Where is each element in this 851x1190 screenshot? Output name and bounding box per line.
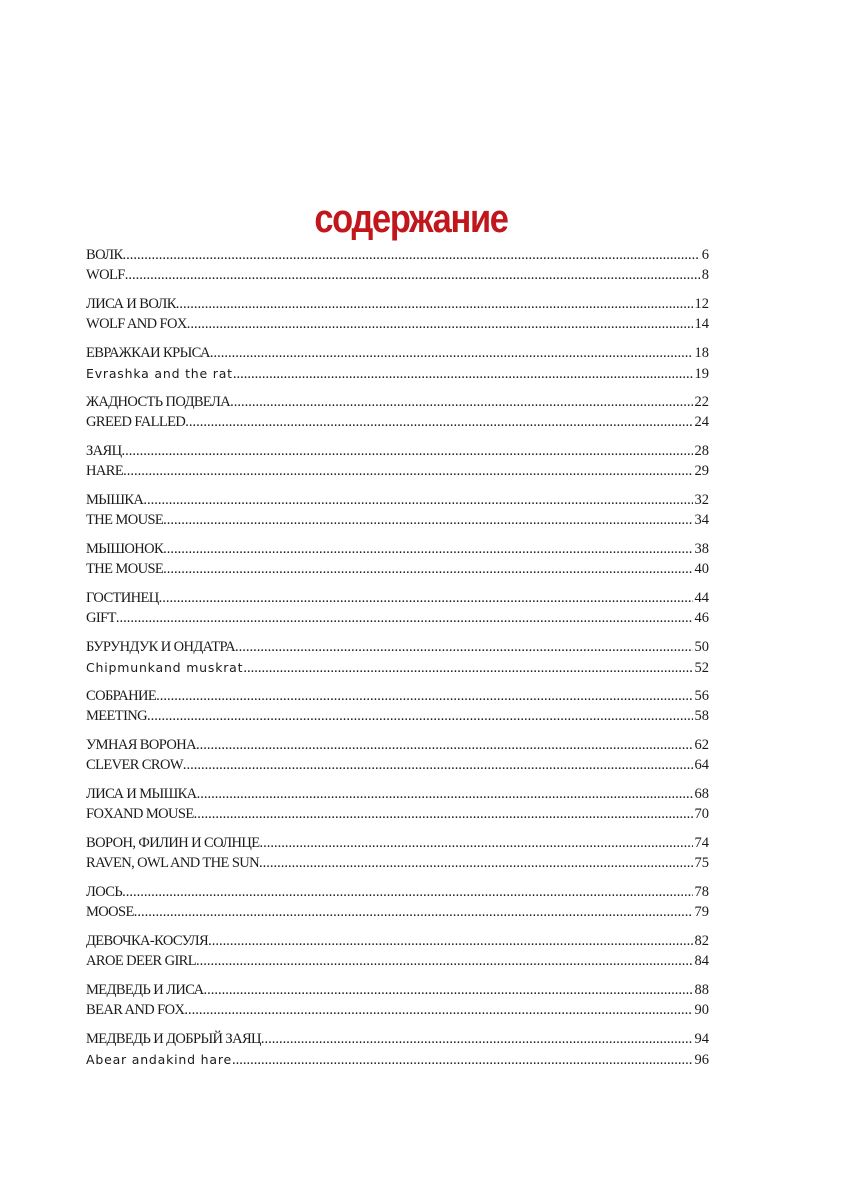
entry-title: GIFT bbox=[86, 609, 116, 626]
entry-title: MEETING bbox=[86, 707, 148, 724]
page-number: 8 bbox=[701, 266, 709, 283]
entry-title: WOLF AND FOX bbox=[86, 315, 187, 332]
dot-leader bbox=[134, 903, 693, 923]
toc-group bbox=[86, 1030, 709, 1069]
toc-group bbox=[86, 687, 709, 726]
page-title: содержание bbox=[314, 196, 508, 241]
toc-group bbox=[86, 638, 709, 677]
entry-title: Evrashka and the rat bbox=[86, 365, 233, 381]
dot-leader bbox=[243, 659, 692, 679]
entry-title: ВОЛК bbox=[86, 247, 123, 263]
toc-entry-english[interactable] bbox=[86, 266, 709, 286]
page-number: 82 bbox=[694, 933, 709, 949]
page-number: 19 bbox=[694, 365, 709, 382]
dot-leader bbox=[259, 834, 692, 854]
toc-entry-english[interactable] bbox=[86, 462, 709, 482]
entry-title: WOLF bbox=[86, 266, 125, 283]
page-number: 68 bbox=[694, 786, 709, 802]
dot-leader bbox=[183, 756, 693, 776]
page-number: 56 bbox=[694, 688, 709, 704]
page-number: 32 bbox=[694, 492, 709, 508]
dot-leader bbox=[163, 540, 692, 560]
page-number: 75 bbox=[694, 854, 709, 871]
dot-leader bbox=[203, 981, 692, 1001]
toc-entry-russian[interactable] bbox=[86, 442, 709, 462]
dot-leader bbox=[176, 295, 693, 315]
toc-entry-english[interactable] bbox=[86, 1001, 709, 1021]
dot-leader bbox=[194, 805, 693, 825]
toc-entry-russian[interactable] bbox=[86, 344, 709, 364]
entry-title: МЕДВЕДЬ И ДОБРЫЙ ЗАЯЦ bbox=[86, 1031, 261, 1047]
entry-title: GREED FALLED bbox=[86, 413, 186, 430]
toc-entry-english[interactable] bbox=[86, 511, 709, 531]
dot-leader bbox=[184, 1001, 692, 1021]
entry-title: THE MOUSE bbox=[86, 511, 164, 528]
entry-title: FOXAND MOUSE bbox=[86, 805, 194, 822]
toc-entry-english[interactable] bbox=[86, 364, 709, 384]
dot-leader bbox=[259, 854, 692, 874]
toc-entry-russian[interactable] bbox=[86, 540, 709, 560]
table-of-contents bbox=[86, 246, 709, 1079]
entry-title: MOOSE bbox=[86, 903, 134, 920]
toc-entry-russian[interactable] bbox=[86, 981, 709, 1001]
dot-leader bbox=[197, 785, 693, 805]
entry-title: ЗАЯЦ bbox=[86, 443, 122, 459]
dot-leader bbox=[233, 365, 693, 385]
page-number: 38 bbox=[694, 541, 709, 557]
toc-entry-russian[interactable] bbox=[86, 393, 709, 413]
toc-entry-english[interactable] bbox=[86, 1050, 709, 1070]
dot-leader bbox=[208, 932, 692, 952]
toc-entry-russian[interactable] bbox=[86, 883, 709, 903]
entry-title: ЛИСА И МЫШКА bbox=[86, 786, 197, 802]
entry-title: CLEVER CROW bbox=[86, 756, 183, 773]
toc-entry-english[interactable] bbox=[86, 707, 709, 727]
toc-group bbox=[86, 246, 709, 285]
entry-title: RAVEN, OWL AND THE SUN bbox=[86, 854, 260, 871]
page-number: 24 bbox=[694, 413, 709, 430]
toc-entry-russian[interactable] bbox=[86, 785, 709, 805]
entry-title: ЛИСА И ВОЛК bbox=[86, 296, 176, 312]
entry-title: HARE bbox=[86, 462, 124, 479]
entry-title: БУРУНДУК И ОНДАТРА bbox=[86, 639, 236, 655]
dot-leader bbox=[147, 707, 692, 727]
page-number: 88 bbox=[694, 982, 709, 998]
entry-title: ЕВРАЖКАИ КРЫСА bbox=[86, 345, 210, 361]
entry-title: УМНАЯ ВОРОНА bbox=[86, 737, 196, 753]
dot-leader bbox=[125, 266, 700, 286]
page-number: 50 bbox=[694, 639, 709, 655]
toc-group bbox=[86, 785, 709, 824]
entry-title: Abear andakind hare bbox=[86, 1051, 233, 1067]
entry-title: МЫШОНОК bbox=[86, 541, 164, 557]
dot-leader bbox=[163, 511, 692, 531]
toc-group bbox=[86, 736, 709, 775]
toc-entry-russian[interactable] bbox=[86, 246, 709, 266]
page-number: 96 bbox=[694, 1051, 709, 1068]
page-number: 70 bbox=[694, 805, 709, 822]
dot-leader bbox=[122, 883, 692, 903]
entry-title: МЕДВЕДЬ И ЛИСА bbox=[86, 982, 204, 998]
dot-leader bbox=[187, 315, 693, 335]
entry-title: МЫШКА bbox=[86, 492, 144, 508]
dot-leader bbox=[196, 952, 692, 972]
toc-entry-english[interactable] bbox=[86, 854, 709, 874]
dot-leader bbox=[159, 589, 693, 609]
toc-entry-russian[interactable] bbox=[86, 295, 709, 315]
entry-title: ГОСТИНЕЦ bbox=[86, 590, 159, 606]
page-number: 52 bbox=[694, 659, 709, 676]
page-number: 12 bbox=[694, 296, 709, 312]
dot-leader bbox=[116, 609, 693, 629]
page-number: 74 bbox=[694, 835, 709, 851]
toc-entry-english[interactable] bbox=[86, 952, 709, 972]
toc-entry-english[interactable] bbox=[86, 903, 709, 923]
dot-leader bbox=[232, 1051, 692, 1071]
page-number: 18 bbox=[694, 345, 709, 361]
page-number: 84 bbox=[694, 952, 709, 969]
dot-leader bbox=[230, 393, 692, 413]
page-number: 14 bbox=[694, 315, 709, 332]
entry-title: ЛОСЬ bbox=[86, 884, 123, 900]
entry-title: BEAR AND FOX bbox=[86, 1001, 185, 1018]
page-number: 78 bbox=[694, 884, 709, 900]
toc-group bbox=[86, 442, 709, 481]
dot-leader bbox=[261, 1030, 693, 1050]
page-number: 29 bbox=[694, 462, 709, 479]
toc-group bbox=[86, 981, 709, 1020]
toc-entry-russian[interactable] bbox=[86, 834, 709, 854]
page-number: 79 bbox=[694, 903, 709, 920]
toc-entry-russian[interactable] bbox=[86, 932, 709, 952]
page-number: 62 bbox=[694, 737, 709, 753]
toc-entry-english[interactable] bbox=[86, 658, 709, 678]
page-number: 6 bbox=[701, 247, 709, 263]
entry-title: THE MOUSE bbox=[86, 560, 164, 577]
toc-entry-russian[interactable] bbox=[86, 736, 709, 756]
toc-group bbox=[86, 491, 709, 530]
toc-group bbox=[86, 589, 709, 628]
dot-leader bbox=[123, 462, 692, 482]
toc-group bbox=[86, 834, 709, 873]
page-number: 28 bbox=[694, 443, 709, 459]
toc-entry-russian[interactable] bbox=[86, 687, 709, 707]
toc-entry-russian[interactable] bbox=[86, 491, 709, 511]
page-number: 40 bbox=[694, 560, 709, 577]
entry-title: Chipmunkand muskrat bbox=[86, 659, 244, 675]
entry-title: ВОРОН, ФИЛИН И СОЛНЦЕ bbox=[86, 835, 260, 851]
entry-title: AROE DEER GIRL bbox=[86, 952, 197, 969]
dot-leader bbox=[121, 442, 692, 462]
toc-entry-russian[interactable] bbox=[86, 1030, 709, 1050]
entry-title: ЖАДНОСТЬ ПОДВЕЛА bbox=[86, 394, 231, 410]
toc-entry-russian[interactable] bbox=[86, 638, 709, 658]
page-number: 58 bbox=[694, 707, 709, 724]
page-number: 94 bbox=[694, 1031, 709, 1047]
dot-leader bbox=[156, 687, 692, 707]
toc-group bbox=[86, 932, 709, 971]
toc-entry-russian[interactable] bbox=[86, 589, 709, 609]
dot-leader bbox=[235, 638, 692, 658]
page-number: 34 bbox=[694, 511, 709, 528]
dot-leader bbox=[210, 344, 693, 364]
entry-title: ДЕВОЧКА-КОСУЛЯ bbox=[86, 933, 209, 949]
dot-leader bbox=[143, 491, 692, 511]
toc-entry-english[interactable] bbox=[86, 756, 709, 776]
toc-group bbox=[86, 883, 709, 922]
dot-leader bbox=[163, 560, 692, 580]
page-number: 44 bbox=[694, 590, 709, 606]
page-number: 90 bbox=[694, 1001, 709, 1018]
dot-leader bbox=[123, 246, 700, 266]
toc-entry-english[interactable] bbox=[86, 609, 709, 629]
toc-entry-english[interactable] bbox=[86, 805, 709, 825]
toc-group bbox=[86, 295, 709, 334]
toc-group bbox=[86, 540, 709, 579]
toc-entry-english[interactable] bbox=[86, 315, 709, 335]
toc-entry-english[interactable] bbox=[86, 413, 709, 433]
dot-leader bbox=[196, 736, 693, 756]
dot-leader bbox=[185, 413, 692, 433]
toc-group bbox=[86, 393, 709, 432]
toc-entry-english[interactable] bbox=[86, 560, 709, 580]
page-number: 46 bbox=[694, 609, 709, 626]
entry-title: СОБРАНИЕ bbox=[86, 688, 157, 704]
toc-group bbox=[86, 344, 709, 383]
page-number: 22 bbox=[694, 394, 709, 410]
page-number: 64 bbox=[694, 756, 709, 773]
